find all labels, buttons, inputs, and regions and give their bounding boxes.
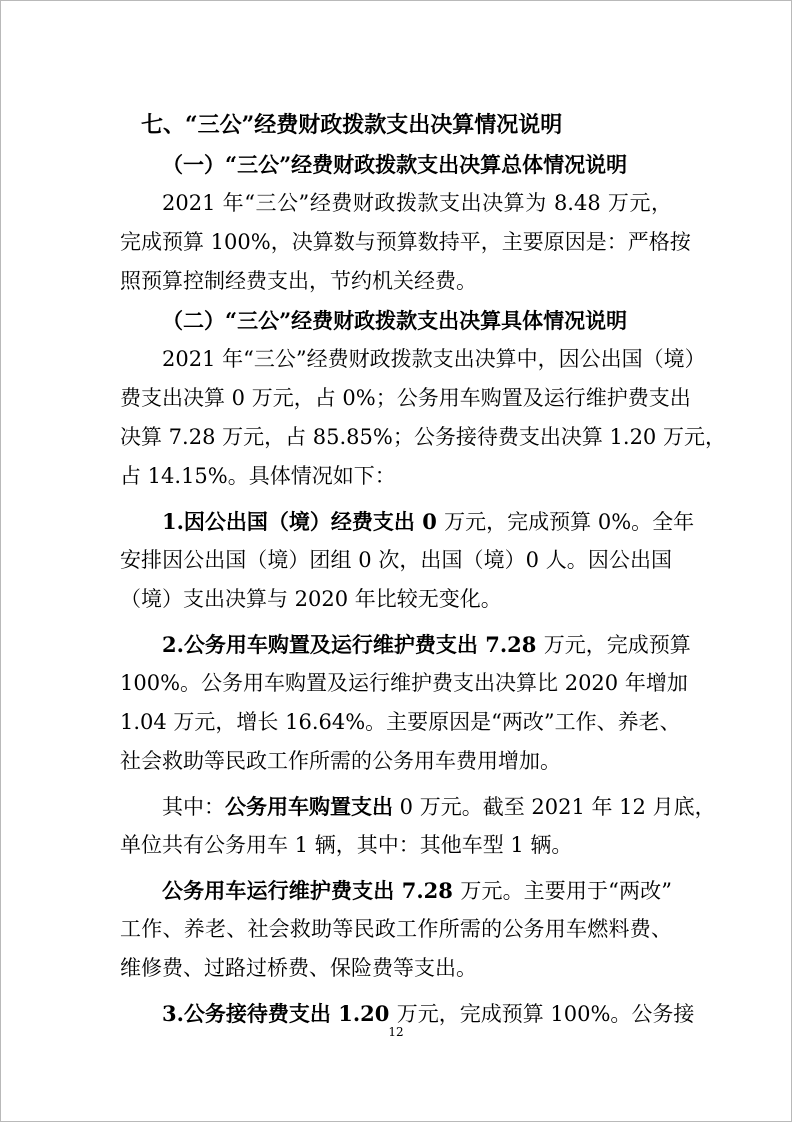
item-1-first-line bbox=[120, 502, 695, 541]
item-1-bold: 1.因公出国（境）经费支出 0 bbox=[162, 509, 445, 534]
paragraph-line: 安排因公出国（境）团组 0 次，出国（境）0 人。因公出国 bbox=[120, 548, 672, 572]
item-2b-bold: 公务用车运行维护费支出 7.28 bbox=[162, 878, 461, 903]
paragraph-line: 单位共有公务用车 1 辆，其中：其他车型 1 辆。 bbox=[120, 833, 573, 857]
paragraph-line: 完成预算 100%，决算数与预算数持平，主要原因是：严格按 bbox=[120, 230, 691, 254]
paragraph-line: 占 14.15%。具体情况如下： bbox=[120, 464, 396, 488]
item-2a-bold: 公务用车购置支出 bbox=[225, 794, 393, 819]
item-2a-prefix: 其中： bbox=[162, 795, 225, 819]
paragraph-line: 2021 年“三公”经费财政拨款支出决算为 8.48 万元， bbox=[162, 191, 672, 215]
item-2-first-line bbox=[120, 625, 691, 664]
paragraph-line: 100%。公务用车购置及运行维护费支出决算比 2020 年增加 bbox=[120, 671, 688, 695]
item-3-bold: 3.公务接待费支出 1.20 bbox=[162, 1001, 397, 1026]
item-2b-first-line bbox=[120, 871, 672, 910]
paragraph-line: 维修费、过路过桥费、保险费等支出。 bbox=[120, 956, 477, 980]
item-2a-first-line bbox=[120, 787, 716, 826]
item-2-bold: 2.公务用车购置及运行维护费支出 7.28 bbox=[162, 632, 544, 657]
item-2-rest: 万元，完成预算 bbox=[543, 633, 691, 657]
document-body bbox=[120, 106, 726, 1033]
item-3-rest: 万元，完成预算 100%。公务接 bbox=[396, 1002, 695, 1026]
paragraph-line: 社会救助等民政工作所需的公务用车费用增加。 bbox=[120, 749, 561, 773]
paragraph-line: 1.04 万元，增长 16.64%。主要原因是“两改”工作、养老、 bbox=[120, 710, 681, 734]
item-1-rest: 万元，完成预算 0%。全年 bbox=[444, 510, 695, 534]
paragraph-line: （境）支出决算与 2020 年比较无变化。 bbox=[120, 587, 502, 611]
item-2b-rest: 万元。主要用于“两改” bbox=[460, 879, 672, 903]
paragraph-line: 工作、养老、社会救助等民政工作所需的公务用车燃料费、 bbox=[120, 917, 672, 941]
paragraph-line: 费支出决算 0 万元，占 0%；公务用车购置及运行维护费支出 bbox=[120, 386, 691, 410]
subsection-1-title: （一）“三公”经费财政拨款支出决算总体情况说明 bbox=[162, 152, 628, 177]
paragraph-line: 照预算控制经费支出，节约机关经费。 bbox=[120, 269, 477, 293]
item-2a-rest: 0 万元。截至 2021 年 12 月底， bbox=[393, 795, 716, 819]
paragraph-line: 决算 7.28 万元，占 85.85%；公务接待费支出决算 1.20 万元， bbox=[120, 425, 726, 449]
subsection-2-title: （二）“三公”经费财政拨款支出决算具体情况说明 bbox=[162, 308, 628, 333]
section-heading: 七、“三公”经费财政拨款支出决算情况说明 bbox=[141, 112, 563, 138]
page-number: 12 bbox=[388, 1025, 404, 1039]
paragraph-line: 2021 年“三公”经费财政拨款支出决算中，因公出国（境） bbox=[162, 347, 706, 371]
